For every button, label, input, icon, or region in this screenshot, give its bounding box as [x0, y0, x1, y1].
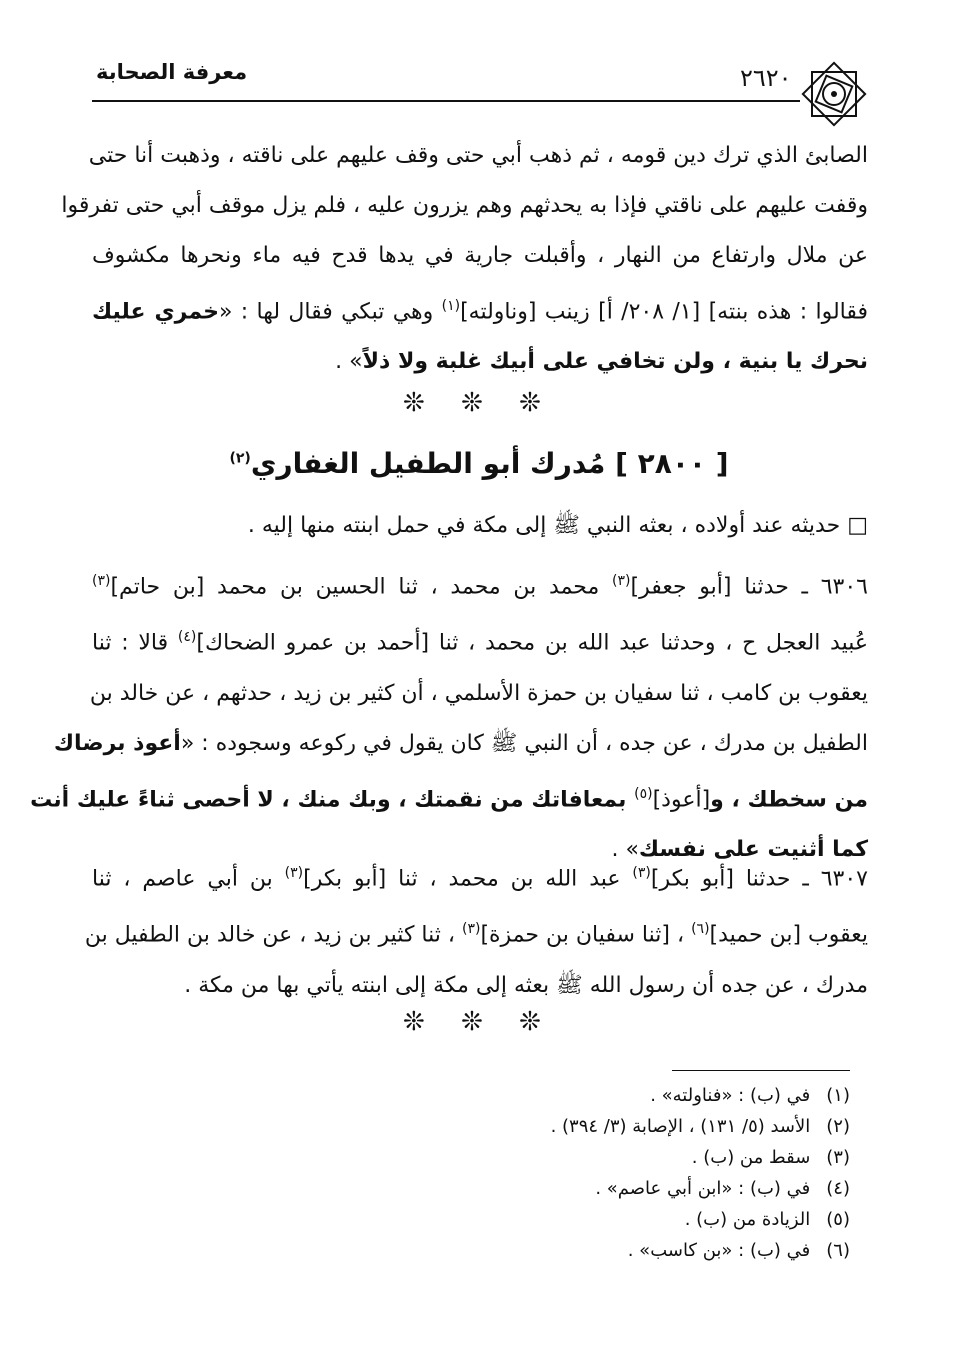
separator-stars: ❊ ❊ ❊ — [403, 388, 555, 418]
hadith-line — [92, 612, 868, 668]
text-run: بن أبي عاصم ، ثنا — [92, 866, 285, 892]
text-run: ، ثنا كثير بن زيد ، عن خالد بن الطفيل بن — [84, 922, 462, 948]
paragraph-line — [92, 231, 868, 281]
intro-text: حديثه عند أولاده ، بعثه النبي ﷺ إلى مكة في حمل ابنته منها إليه . — [247, 513, 841, 538]
text-run: » . — [335, 349, 363, 375]
footnote-ref: (٣) — [92, 573, 111, 589]
text-run: يعقوب [بن حميد] — [709, 922, 868, 948]
footnote-number: (٦) — [826, 1240, 850, 1261]
paragraph-line — [92, 337, 868, 387]
footnote-item — [440, 1142, 850, 1173]
text-run: » . — [611, 836, 639, 862]
text-run: يعقوب بن كامب ، ثنا سفيان بن حمزة الأسلمي ، أن كثير بن زيد ، حدثهم ، عن خالد بن — [89, 680, 868, 706]
footnote-ref: (١) — [441, 298, 461, 314]
footnote-ref: (٤) — [177, 629, 197, 646]
footnote-text: الزيادة من (ب) . — [684, 1209, 816, 1230]
bold-text: نحرك يا بنية ، ولن تخافي على أبيك غلبة ولا ذلاً — [362, 349, 868, 375]
footnote-item — [440, 1080, 850, 1111]
text-run: عبد الله بن محمد ، ثنا [أبو بكر] — [303, 866, 633, 892]
text-run: وقفت عليهم على ناقتي فإذا به يحدثهم وهم يزرون عليه ، فلم يزل موقف أبي حتى تفرقوا — [61, 193, 868, 218]
footnote-text: في (ب) : «بن كاسب» . — [627, 1240, 816, 1261]
page-number: ٢٦٢٠ — [740, 64, 792, 92]
hadith-line — [92, 556, 868, 612]
bold-text: من سخطك ، و — [710, 786, 868, 812]
footnote-item — [440, 1173, 850, 1204]
text-run: الطفيل بن مدرك ، عن جده ، أن النبي ﷺ كان يقول في ركوعه وسجوده : « — [180, 730, 868, 756]
hadith-line — [30, 769, 868, 825]
text-run: ٦٣٠٧ ـ حدثنا [أبو بكر] — [650, 866, 868, 892]
hadith-6306 — [30, 556, 869, 875]
bold-text: كما أثنيت على نفسك — [638, 836, 868, 862]
footnote-ref: (٣) — [632, 865, 651, 881]
footnotes — [440, 1080, 850, 1266]
hadith-line — [84, 904, 868, 960]
footnote-item — [440, 1204, 850, 1235]
bold-text: بمعافاتك من نقمتك ، وبك منك ، لا أحصى ثناءً عليك أنت — [30, 786, 635, 812]
section-heading — [0, 447, 958, 480]
header-rule — [92, 100, 800, 102]
footnote-number: (٤) — [826, 1178, 850, 1199]
intro-line — [92, 501, 868, 551]
section-number: [ ٢٨٠٠ ] — [615, 447, 729, 480]
running-title: معرفة الصحابة — [96, 60, 248, 84]
footnote-item — [440, 1111, 850, 1142]
text-run: مدرك ، عن جده أن رسول الله ﷺ بعثه إلى مكة إلى ابنته يأتي بها من مكة . — [184, 972, 868, 998]
section-title-footnote-ref: (٢) — [229, 450, 251, 467]
bold-text: أعوذ برضاك — [53, 730, 181, 756]
octagram-ornament-icon — [800, 60, 868, 128]
footnote-number: (٢) — [826, 1116, 850, 1137]
separator-stars-2: ❊ ❊ ❊ — [403, 1007, 555, 1037]
text-run: قالا : ثنا — [92, 630, 178, 656]
footnote-ref: (٥) — [634, 785, 653, 802]
footnote-number: (٥) — [826, 1209, 850, 1230]
footnote-text: الأسد (٥/ ١٣١) ، الإصابة (٣/ ٣٩٤) . — [550, 1116, 816, 1137]
hadith-line — [53, 719, 868, 769]
intro-paragraph — [92, 501, 868, 551]
text-run: فقالوا : هذه بنته] [١/ ٢٠٨/ أ] زينب [وناولته] — [460, 299, 869, 325]
paragraph-line — [88, 131, 868, 181]
hadith-line — [89, 669, 868, 719]
footnote-rule — [672, 1070, 850, 1071]
text-run: محمد بن محمد ، ثنا الحسين بن محمد [بن حاتم] — [110, 574, 613, 600]
hadith-6307 — [84, 848, 868, 1011]
text-run: عن ملال وارتفاع من النهار ، وأقبلت جارية في يدها قدح فيه ماء ونحرها مكشوف — [92, 243, 868, 268]
footnote-text: سقط من (ب) . — [691, 1147, 816, 1168]
footnote-number: (٣) — [826, 1147, 850, 1168]
text-run: ، [ثنا سفيان بن حمزة] — [480, 922, 692, 948]
text-run: ٦٣٠٦ ـ حدثنا [أبو جعفر] — [630, 574, 868, 600]
footnote-ref: (٣) — [612, 573, 631, 589]
section-title: مُدرك أبو الطفيل الغفاري — [250, 447, 606, 480]
square-marker-icon: □ — [847, 513, 868, 538]
footnote-item — [440, 1235, 850, 1266]
paragraph-line — [61, 181, 868, 231]
bold-text: خمري عليك — [92, 299, 219, 325]
footnote-number: (١) — [826, 1085, 850, 1106]
text-run: [أعوذ] — [652, 786, 711, 812]
footnote-ref: (٣) — [284, 865, 304, 881]
top-paragraph — [61, 131, 869, 387]
footnote-text: في (ب) : «فناولته» . — [650, 1085, 816, 1106]
hadith-line — [92, 848, 868, 904]
hadith-line — [92, 961, 868, 1011]
footnote-text: في (ب) : «ابن أبي عاصم» . — [595, 1178, 816, 1199]
footnote-ref: (٦) — [691, 921, 710, 938]
paragraph-line — [92, 281, 868, 337]
text-run: الصابئ الذي ترك دين قومه ، ثم ذهب أبي حتى وقف عليهم على ناقته ، وذهبت أنا حتى — [88, 143, 868, 168]
text-run: وهي تبكي فقال لها : « — [218, 299, 442, 325]
footnote-ref: (٣) — [461, 921, 481, 938]
text-run: عُبيد العجل ح ، وحدثنا عبد الله بن محمد ، ثنا [أحمد بن عمرو الضحاك] — [196, 630, 869, 656]
